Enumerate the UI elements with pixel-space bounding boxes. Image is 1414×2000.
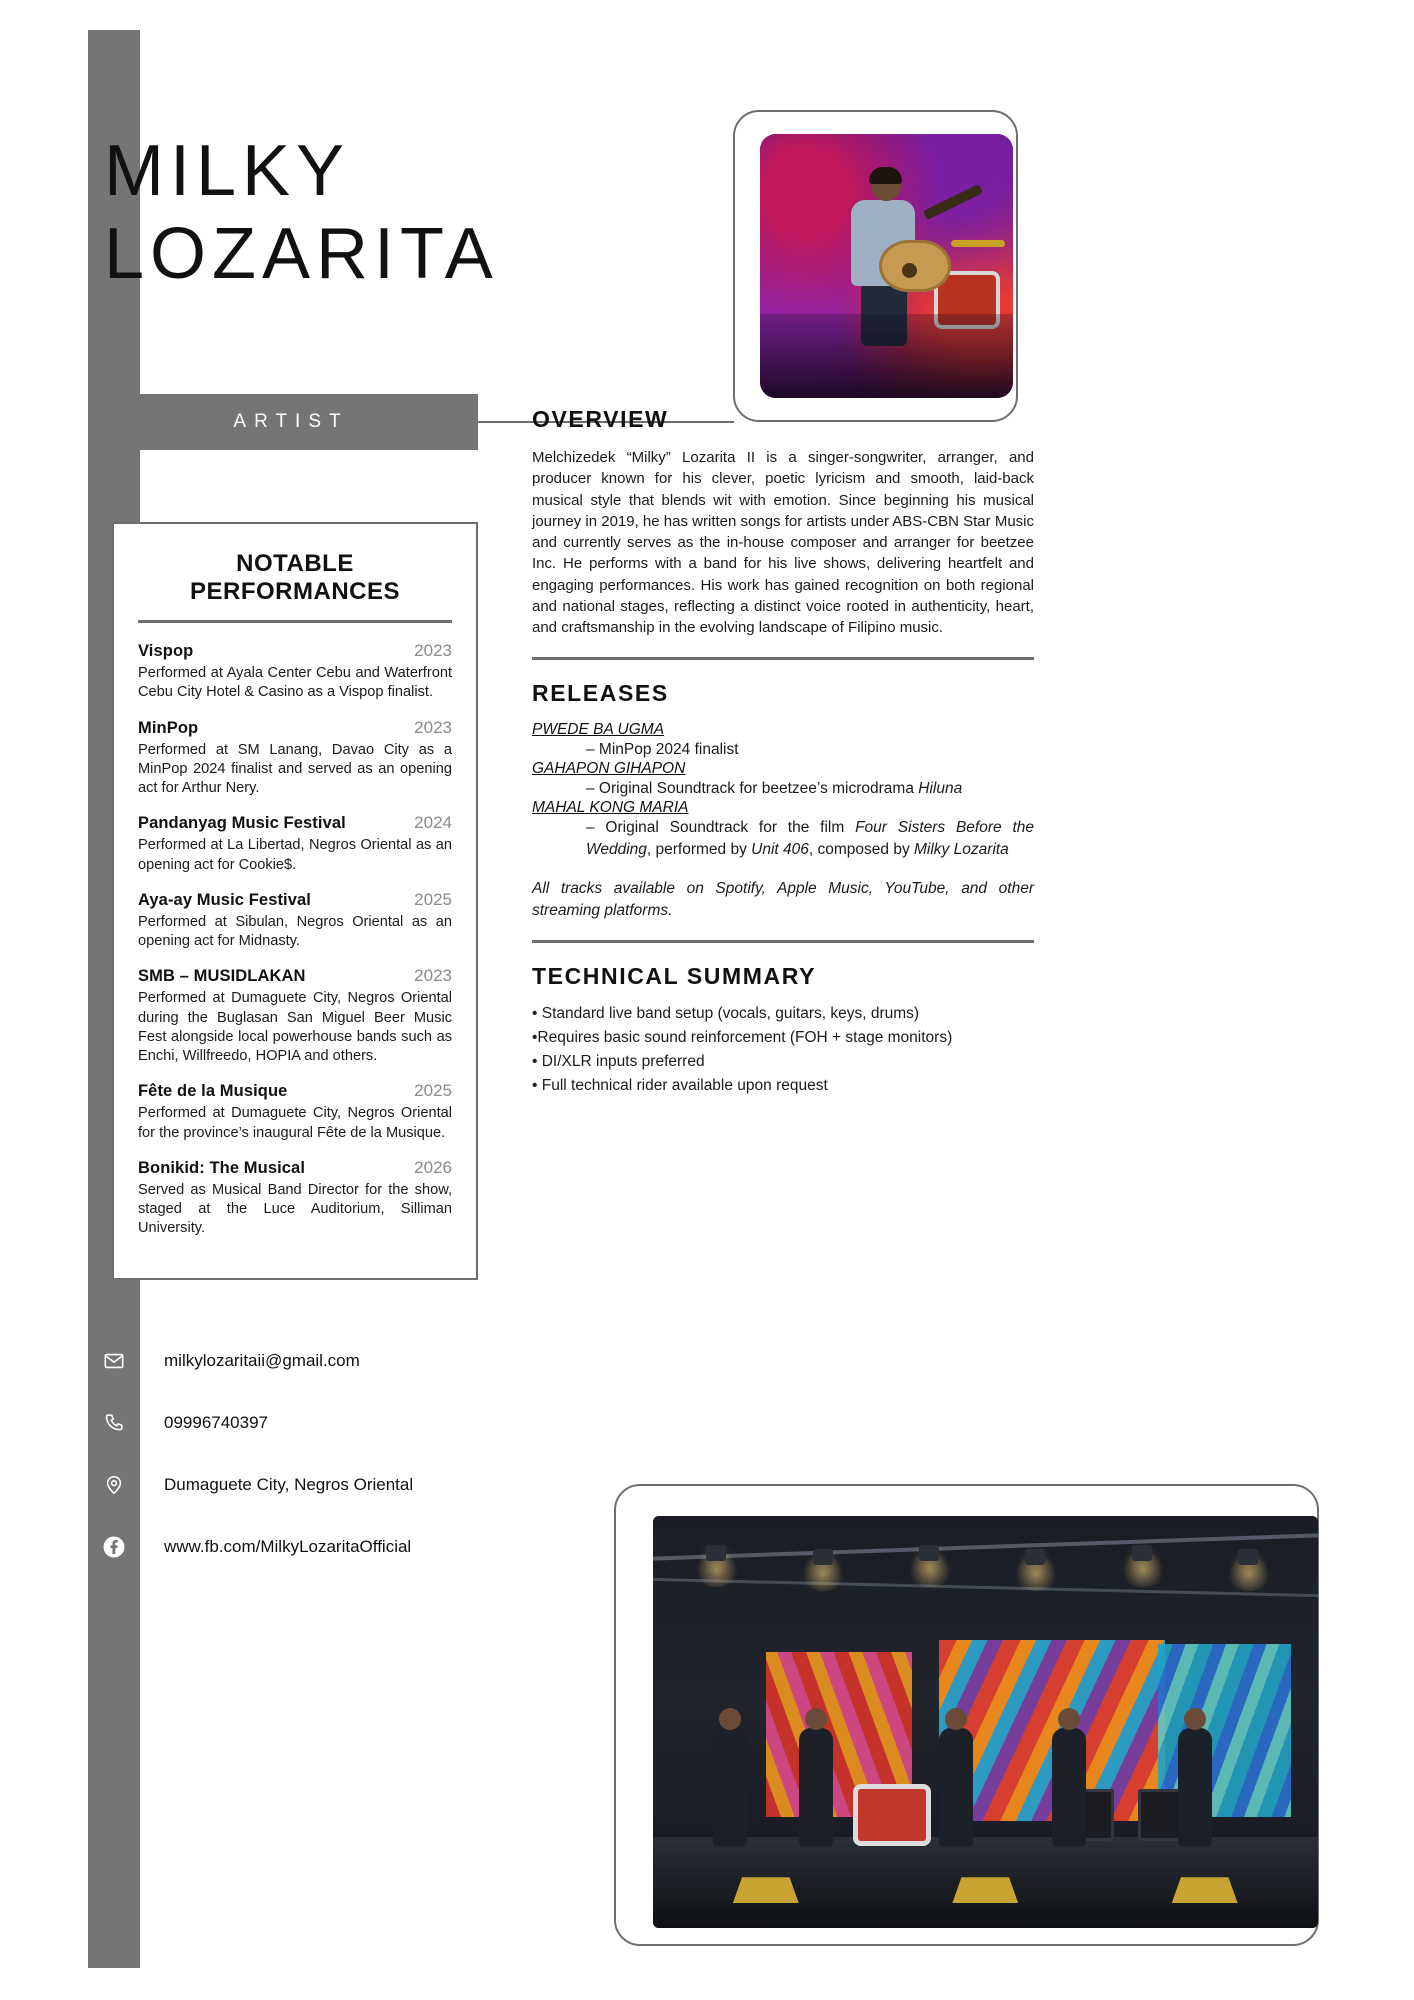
cymbal-shape: [951, 240, 1005, 247]
contact-phone-value[interactable]: 09996740397: [164, 1413, 269, 1432]
release-track-title: PWEDE BA UGMA: [532, 720, 665, 738]
stage-lamp: [706, 1545, 726, 1561]
performance-name: Bonikid: The Musical: [138, 1158, 306, 1177]
releases-title: RELEASES: [532, 679, 669, 706]
performance-year: 2023: [414, 717, 452, 737]
band-member-vocalist: [939, 1728, 973, 1846]
release-detail-text-2: , performed by: [646, 840, 752, 858]
contact-email-value[interactable]: milkylozaritaii@gmail.com: [164, 1351, 360, 1370]
performance-item: [138, 966, 452, 1066]
releases-section: [532, 680, 1034, 922]
stage-lamp: [1132, 1545, 1152, 1561]
performance-item: [138, 718, 452, 799]
technical-summary-section: [532, 963, 1034, 1098]
band-member: [713, 1728, 747, 1846]
releases-divider: [532, 657, 1034, 660]
technical-summary-divider: [532, 940, 1034, 943]
release-detail-text: – Original Soundtrack for beetzee’s microdrama: [586, 780, 919, 798]
contact-row-location: [112, 1454, 532, 1516]
artist-performance-photo: [760, 134, 1013, 398]
technical-summary-title: TECHNICAL SUMMARY: [532, 962, 817, 989]
technical-summary-item: • Standard live band setup (vocals, guitars, keys, drums): [532, 1004, 920, 1022]
performance-year: 2025: [414, 1081, 452, 1101]
right-content-column: [532, 406, 1034, 1098]
notable-performances-card: [112, 522, 478, 1280]
contact-facebook-value[interactable]: www.fb.com/MilkyLozaritaOfficial: [164, 1537, 412, 1556]
performance-year: 2023: [414, 641, 452, 660]
release-track-title: MAHAL KONG MARIA: [532, 799, 689, 817]
overview-body: Melchizedek “Milky” Lozarita II is a singer-songwriter, arranger, and producer known for his clever, poetic lyricism and smooth, laid-back musical style that blends wit with emotion. Since beginning his musical journey in 2019, he has written songs for artists under ABS-CBN Star Music and currently serves as the in-house composer and arranger for beetzee Inc. He performs with a band for his live shows, delivering heartfelt and engaging performances. His work has gained recognition on both regional and national stages, reflecting a distinct voice rooted in authenticity, heart, and craftsmanship in the evolving landscape of Filipino music.: [532, 449, 1034, 637]
performance-item: [138, 1081, 452, 1143]
release-item: [532, 760, 1034, 799]
performance-year: 2025: [414, 889, 452, 909]
performance-item: [138, 641, 452, 703]
performance-description: Performed at SM Lanang, Davao City as a MinPop 2024 finalist and served as an opening act for Arthur Nery.: [138, 741, 452, 796]
performance-item: [138, 813, 452, 875]
notable-performances-title: NOTABLE PERFORMANCES: [189, 550, 400, 605]
performance-name: Fête de la Musique: [138, 1082, 288, 1101]
phone-icon: [88, 1412, 140, 1434]
performance-name: SMB – MUSIDLAKAN: [138, 967, 306, 986]
contact-location-value: Dumaguete City, Negros Oriental: [164, 1475, 414, 1494]
performance-description: Performed at La Libertad, Negros Oriental as an opening act for Cookie$.: [138, 837, 452, 873]
notable-performances-divider: [138, 620, 452, 623]
release-detail-italic: Hiluna: [918, 780, 963, 798]
stage-lamp: [1238, 1549, 1258, 1565]
release-track-title: GAHAPON GIHAPON: [532, 760, 686, 778]
release-detail-text-3: , composed by: [808, 840, 914, 858]
performance-description: Performed at Dumaguete City, Negros Oriental for the province’s inaugural Fête de la Musique.: [138, 1105, 452, 1141]
release-track-detail: [586, 778, 1034, 799]
band-member: [1178, 1728, 1212, 1846]
performance-year: 2026: [414, 1157, 452, 1177]
technical-summary-list: [532, 1002, 1034, 1098]
contact-row-facebook: [112, 1516, 532, 1578]
releases-availability-note: All tracks available on Spotify, Apple Music, YouTube, and other streaming platforms.: [532, 880, 1034, 919]
release-detail-composer: Milky Lozarita: [914, 840, 1009, 858]
stage-monitor: [952, 1877, 1018, 1903]
performance-year: 2024: [414, 813, 452, 833]
drum-kit: [853, 1784, 931, 1846]
page-title: [104, 130, 724, 296]
contact-row-phone: [112, 1392, 532, 1454]
release-detail-text: – Original Soundtrack for the film: [586, 819, 856, 837]
stage-monitor: [1172, 1877, 1238, 1903]
stage-lamp: [919, 1545, 939, 1561]
contact-row-email: [112, 1330, 532, 1392]
performance-description: Served as Musical Band Director for the show, staged at the Luce Auditorium, Silliman University.: [138, 1181, 452, 1237]
release-item: [532, 799, 1034, 860]
performance-name: Vispop: [138, 642, 194, 660]
stage-monitor: [733, 1877, 799, 1903]
stage-lamp: [1025, 1549, 1045, 1565]
artist-name-line-1: MILKY: [104, 131, 351, 211]
guitar-soundhole: [902, 263, 917, 278]
facebook-icon: [88, 1535, 140, 1559]
band-member: [1052, 1728, 1086, 1846]
release-detail-performer: Unit 406: [751, 840, 809, 858]
release-track-detail: [586, 739, 1034, 760]
band-member: [799, 1728, 833, 1846]
release-detail-film-title: Four Sisters Before the Wedding: [586, 819, 1034, 858]
technical-summary-item: •Requires basic sound reinforcement (FOH + stage monitors): [532, 1028, 953, 1046]
technical-summary-item: • DI/XLR inputs preferred: [532, 1052, 705, 1070]
performance-year: 2023: [414, 966, 452, 986]
performance-name: Aya-ay Music Festival: [138, 890, 311, 909]
performance-description: Performed at Sibulan, Negros Oriental as an opening act for Midnasty.: [138, 913, 452, 949]
release-track-detail: [586, 817, 1034, 860]
role-banner: [104, 394, 478, 450]
band-live-photo: [653, 1516, 1318, 1928]
photo-foreground-shadow: [760, 314, 1013, 398]
location-pin-icon: [88, 1474, 140, 1496]
performance-item: [138, 1158, 452, 1239]
release-detail-text: – MinPop 2024 finalist: [586, 740, 739, 758]
performance-item: [138, 890, 452, 952]
overview-title: OVERVIEW: [532, 406, 669, 432]
performance-description: Performed at Dumaguete City, Negros Oriental during the Buglasan San Miguel Beer Music Fest alongside local powerhouse bands such as Enchi, Willfreedo, HOPIA and others.: [138, 990, 452, 1064]
performance-name: Pandanyag Music Festival: [138, 814, 346, 833]
performance-description: Performed at Ayala Center Cebu and Waterfront Cebu City Hotel & Casino as a Vispop finalist.: [138, 665, 452, 701]
overview-section: [532, 406, 1034, 639]
release-item: [532, 721, 1034, 760]
envelope-icon: [88, 1350, 140, 1372]
performance-name: MinPop: [138, 718, 199, 737]
stage-lamp: [813, 1549, 833, 1565]
role-banner-label: ARTIST: [233, 411, 349, 432]
artist-name-line-2: LOZARITA: [104, 213, 499, 294]
contact-block: [112, 1330, 532, 1578]
technical-summary-item: • Full technical rider available upon request: [532, 1076, 828, 1094]
